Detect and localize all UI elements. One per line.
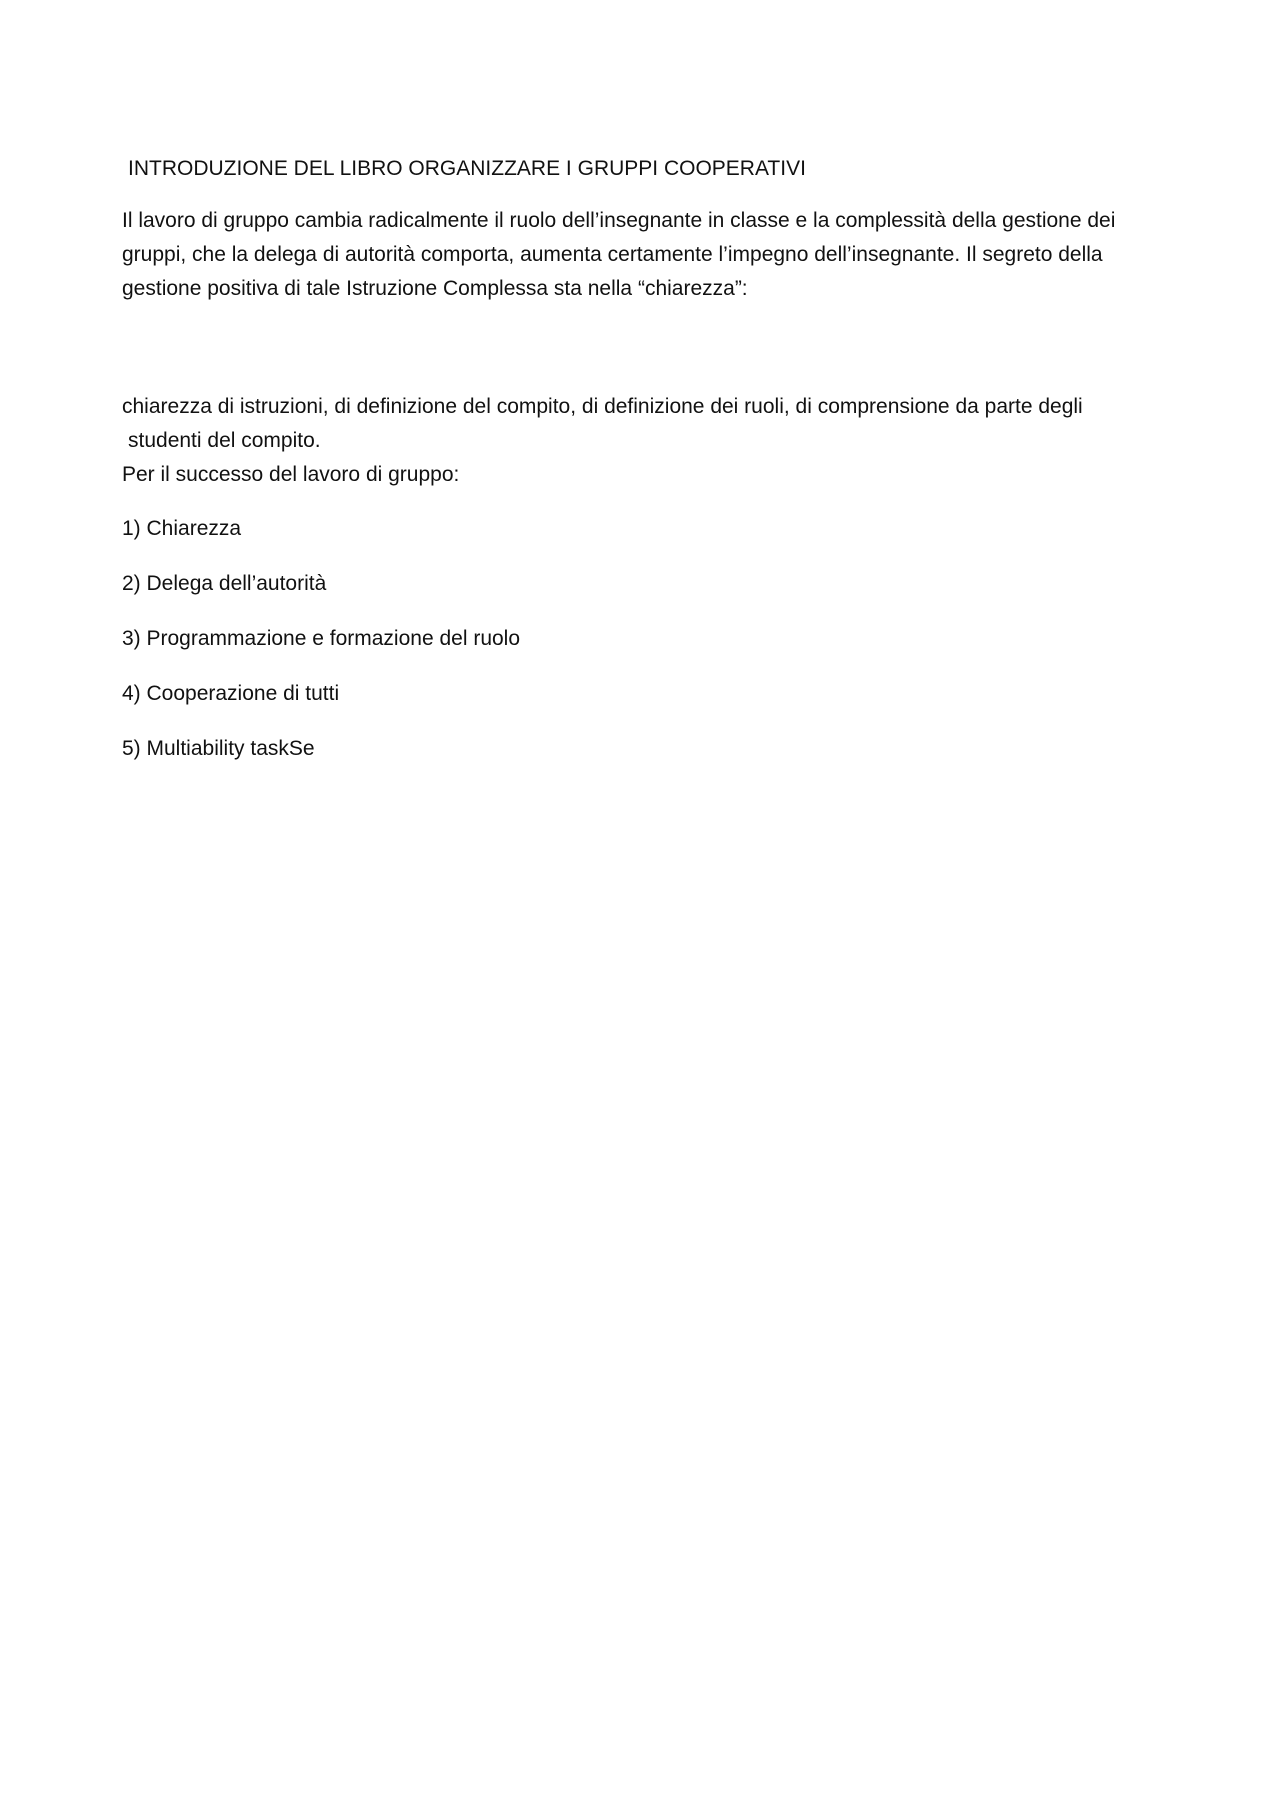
list-item: 5) Multiability taskSe	[122, 737, 315, 760]
success-factors-list	[122, 512, 1162, 766]
list-item: 2) Delega dell’autorità	[122, 572, 327, 595]
success-lead-paragraph: Per il successo del lavoro di gruppo:	[122, 463, 460, 486]
document-title: INTRODUZIONE DEL LIBRO ORGANIZZARE I GRUPPI COOPERATIVI	[128, 157, 806, 180]
clarity-paragraph: chiarezza di istruzioni, di definizione del compito, di definizione dei ruoli, di comprensione da parte degli studenti del compito.	[122, 395, 1083, 452]
list-item: 4) Cooperazione di tutti	[122, 682, 340, 705]
paragraph-spacer	[122, 306, 1162, 390]
list-item: 3) Programmazione e formazione del ruolo	[122, 627, 521, 650]
document-content	[122, 152, 1162, 787]
list-item: 1) Chiarezza	[122, 517, 242, 540]
intro-paragraph: Il lavoro di gruppo cambia radicalmente il ruolo dell’insegnante in classe e la complessità della gestione dei gruppi, che la delega di autorità comporta, aumenta certamente l’impegno dell’insegnante. Il segreto della gestione positiva di tale Istruzione Complessa sta nella “chiarezza”:	[122, 209, 1116, 300]
